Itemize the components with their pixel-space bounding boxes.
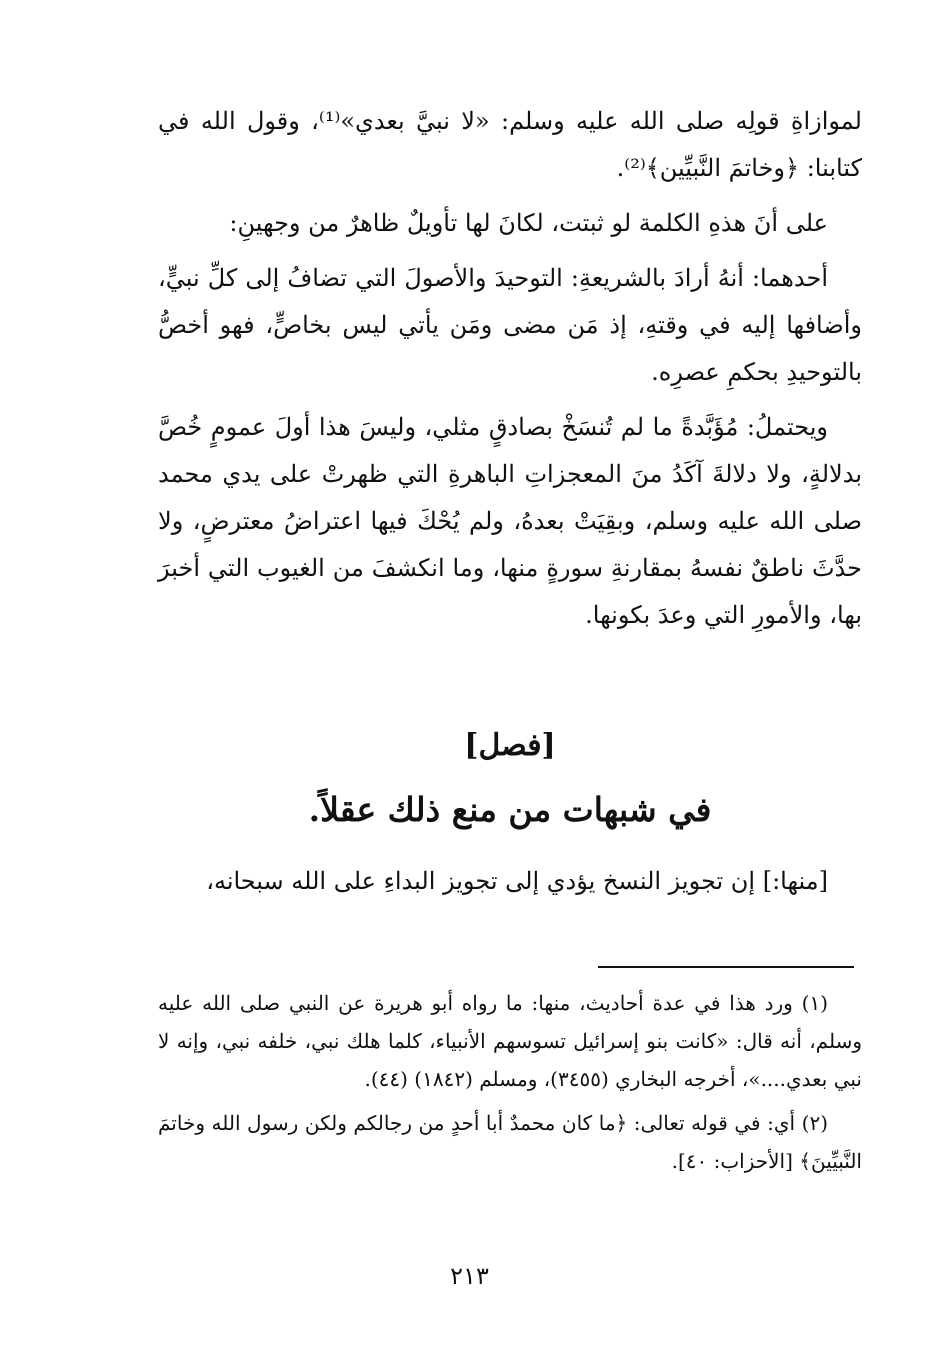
paragraph-2: على أنَ هذهِ الكلمة لو ثبتت، لكانَ لها تأويلٌ ظاهرٌ من وجهينِ: <box>229 209 828 237</box>
footnote-2: (٢) أي: في قوله تعالى: ﴿ما كان محمدٌ أبا أحدٍ من رجالكم ولكن رسول الله وخاتمَ النَّبيِّينَ﴾ [الأحزاب: ٤٠]. <box>158 1111 862 1173</box>
footnotes <box>158 984 862 1180</box>
footnote-separator <box>598 966 854 968</box>
section-label: [فصل] <box>464 728 556 763</box>
paragraph-3: أحدهما: أنهُ أرادَ بالشريعةِ: التوحيدَ والأصولَ التي تضافُ إلى كلِّ نبيٍّ، وأضافها إليه في وقتهِ، إذ مَن مضى ومَن يأتي ليس بخاصٍّ، فهو أخصُّ بالتوحيدِ بحكمِ عصرِه. <box>158 264 862 386</box>
footnote-1: (١) ورد هذا في عدة أحاديث، منها: ما رواه أبو هريرة عن النبي صلى الله عليه وسلم، أنه قال: «كانت بنو إسرائيل تسوسهم الأنبياء، كلما هلك نبي، خلفه نبي، وإنه لا نبي بعدي....»، أخرجه البخاري (٣٤٥٥)، ومسلم (١٨٤٢) (٤٤). <box>158 991 862 1091</box>
section-text <box>158 858 862 905</box>
paragraph-1: لموازاةِ قولِه صلى الله عليه وسلم: «لا نبيَّ بعدي»⁽¹⁾، وقول الله في كتابنا: ﴿وخاتمَ النَّبيِّين﴾⁽²⁾. <box>158 107 862 182</box>
section-first-line: [منها:] إن تجويز النسخ يؤدي إلى تجويز البداءِ على الله سبحانه، <box>206 867 828 895</box>
paragraph-4: ويحتملُ: مُؤَبَّدةً ما لم تُنسَخْ بصادقٍ مثلي، وليسَ هذا أولَ عمومٍ خُصَّ بدلالةٍ، ولا دلالةَ آكَدُ منَ المعجزاتِ الباهرةِ التي ظهرتْ على يدي محمد صلى الله عليه وسلم، وبقِيَتْ بعدهُ، ولم يُحْكَ فيها اعتراضُ معترضٍ، ولا حدَّثَ ناطقٌ نفسهُ بمقارنةِ سورةٍ منها، وما انكشفَ من الغيوب التي أخبرَ بها، والأمورِ التي وعدَ بكونها. <box>158 413 862 629</box>
page-number: ٢١٣ <box>450 1262 489 1290</box>
section-heading: في شبهات من منع ذلك عقلاً. <box>308 790 712 829</box>
main-text <box>158 98 862 639</box>
